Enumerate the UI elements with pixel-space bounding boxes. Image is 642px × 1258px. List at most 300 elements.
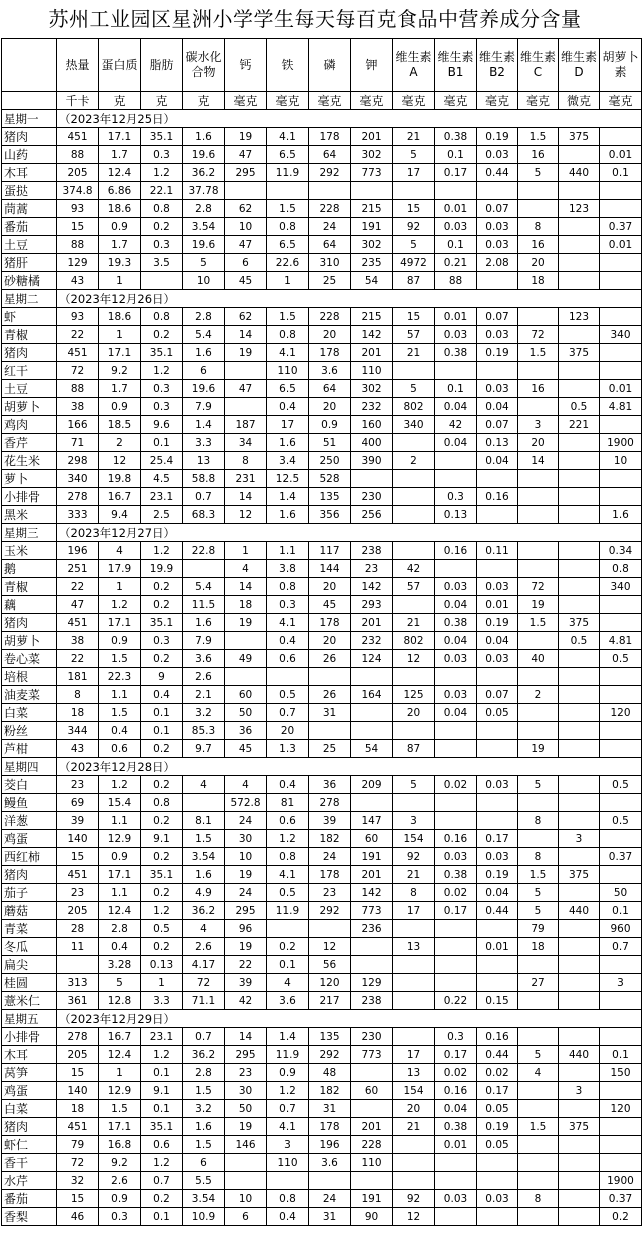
value-cell: 19.9 — [141, 560, 183, 578]
value-cell: 39 — [57, 812, 99, 830]
value-cell: 1.5 — [518, 866, 559, 884]
value-cell: 0.2 — [141, 326, 183, 344]
value-cell: 2.8 — [183, 200, 225, 218]
value-cell: 960 — [600, 920, 642, 938]
value-cell: 35.1 — [141, 1118, 183, 1136]
value-cell: 110 — [267, 1154, 309, 1172]
value-cell: 0.02 — [435, 884, 477, 902]
value-cell — [559, 848, 600, 866]
value-cell: 0.4 — [141, 686, 183, 704]
value-cell — [600, 344, 642, 362]
value-cell: 5.5 — [183, 1172, 225, 1190]
table-row — [2, 848, 642, 866]
value-cell — [435, 560, 477, 578]
value-cell: 0.01 — [435, 1136, 477, 1154]
value-cell — [393, 1136, 435, 1154]
table-row — [2, 380, 642, 398]
value-cell: 451 — [57, 128, 99, 146]
value-cell — [518, 506, 559, 524]
value-cell: 0.6 — [141, 1136, 183, 1154]
value-cell: 302 — [351, 380, 393, 398]
value-cell: 3 — [518, 416, 559, 434]
table-row — [2, 542, 642, 560]
value-cell: 238 — [351, 542, 393, 560]
value-cell — [477, 1172, 518, 1190]
value-cell: 110 — [267, 362, 309, 380]
value-cell: 0.8 — [600, 560, 642, 578]
value-cell: 18 — [57, 1100, 99, 1118]
value-cell: 110 — [351, 1154, 393, 1172]
value-cell: 440 — [559, 1046, 600, 1064]
value-cell: 31 — [309, 1100, 351, 1118]
value-cell: 26 — [309, 650, 351, 668]
value-cell: 0.03 — [477, 578, 518, 596]
food-name: 培根 — [2, 668, 57, 686]
value-cell: 0.7 — [141, 1172, 183, 1190]
value-cell: 64 — [309, 146, 351, 164]
value-cell — [477, 956, 518, 974]
value-cell — [225, 182, 267, 200]
value-cell: 0.3 — [141, 146, 183, 164]
value-cell: 0.3 — [435, 488, 477, 506]
value-cell: 14 — [225, 1028, 267, 1046]
value-cell: 0.4 — [267, 776, 309, 794]
value-cell: 0.2 — [141, 740, 183, 758]
value-cell: 0.1 — [600, 902, 642, 920]
value-cell: 1.2 — [141, 542, 183, 560]
food-name: 木耳 — [2, 1046, 57, 1064]
value-cell: 1900 — [600, 434, 642, 452]
value-cell: 1.2 — [99, 596, 141, 614]
value-cell — [477, 974, 518, 992]
value-cell: 400 — [351, 434, 393, 452]
table-row — [2, 1100, 642, 1118]
value-cell: 0.19 — [477, 1118, 518, 1136]
value-cell: 64 — [309, 380, 351, 398]
value-cell: 0.19 — [477, 128, 518, 146]
value-cell: 3.28 — [99, 956, 141, 974]
table-row — [2, 740, 642, 758]
value-cell: 19.6 — [183, 236, 225, 254]
value-cell: 0.9 — [99, 848, 141, 866]
value-cell: 117 — [309, 542, 351, 560]
value-cell: 20 — [518, 434, 559, 452]
value-cell: 23.1 — [141, 488, 183, 506]
value-cell: 8 — [518, 812, 559, 830]
value-cell: 196 — [309, 1136, 351, 1154]
unit-cell: 千卡 — [57, 92, 99, 110]
value-cell: 2.08 — [477, 254, 518, 272]
value-cell: 0.01 — [600, 380, 642, 398]
value-cell: 21 — [393, 128, 435, 146]
value-cell: 1.5 — [518, 128, 559, 146]
table-row — [2, 362, 642, 380]
table-row — [2, 182, 642, 200]
value-cell: 11.9 — [267, 164, 309, 182]
table-row — [2, 200, 642, 218]
value-cell: 0.04 — [435, 632, 477, 650]
value-cell: 0.37 — [600, 1190, 642, 1208]
value-cell: 0.01 — [600, 146, 642, 164]
value-cell: 0.13 — [477, 434, 518, 452]
value-cell: 15.4 — [99, 794, 141, 812]
food-name: 鳗鱼 — [2, 794, 57, 812]
value-cell — [559, 488, 600, 506]
unit-cell: 毫克 — [600, 92, 642, 110]
value-cell — [518, 308, 559, 326]
value-cell: 209 — [351, 776, 393, 794]
value-cell — [518, 488, 559, 506]
value-cell — [518, 398, 559, 416]
table-row — [2, 866, 642, 884]
value-cell: 0.1 — [435, 236, 477, 254]
value-cell: 5 — [518, 902, 559, 920]
value-cell: 0.5 — [559, 632, 600, 650]
value-cell: 10 — [225, 1190, 267, 1208]
value-cell: 1.1 — [99, 812, 141, 830]
food-name: 鸡蛋 — [2, 1082, 57, 1100]
value-cell: 20 — [309, 578, 351, 596]
day-date: （2023年12月27日） — [57, 524, 642, 542]
value-cell: 0.3 — [435, 1028, 477, 1046]
value-cell: 9.1 — [141, 830, 183, 848]
value-cell: 38 — [57, 632, 99, 650]
value-cell — [518, 542, 559, 560]
value-cell: 3.3 — [183, 434, 225, 452]
value-cell: 3.2 — [183, 1100, 225, 1118]
value-cell: 92 — [393, 848, 435, 866]
value-cell: 182 — [309, 830, 351, 848]
value-cell: 3.54 — [183, 1190, 225, 1208]
table-row — [2, 812, 642, 830]
value-cell — [351, 668, 393, 686]
value-cell — [518, 722, 559, 740]
value-cell — [559, 1028, 600, 1046]
value-cell: 22 — [225, 956, 267, 974]
value-cell: 196 — [57, 542, 99, 560]
value-cell — [477, 470, 518, 488]
value-cell: 6.5 — [267, 380, 309, 398]
value-cell: 0.21 — [435, 254, 477, 272]
table-row — [2, 1028, 642, 1046]
value-cell: 251 — [57, 560, 99, 578]
table-row — [2, 650, 642, 668]
food-name: 萝卜 — [2, 470, 57, 488]
value-cell: 24 — [225, 812, 267, 830]
column-header: 维生素C — [518, 39, 559, 92]
value-cell: 24 — [309, 218, 351, 236]
value-cell: 23 — [225, 1064, 267, 1082]
value-cell: 0.38 — [435, 1118, 477, 1136]
food-name: 猪肝 — [2, 254, 57, 272]
table-row — [2, 704, 642, 722]
value-cell: 440 — [559, 164, 600, 182]
table-row — [2, 1136, 642, 1154]
value-cell — [351, 1100, 393, 1118]
value-cell — [559, 578, 600, 596]
value-cell: 150 — [600, 1064, 642, 1082]
value-cell: 22.1 — [141, 182, 183, 200]
value-cell: 221 — [559, 416, 600, 434]
value-cell: 13 — [393, 938, 435, 956]
value-cell: 0.6 — [267, 812, 309, 830]
value-cell: 123 — [559, 200, 600, 218]
table-row — [2, 686, 642, 704]
value-cell: 4.1 — [267, 866, 309, 884]
value-cell: 142 — [351, 326, 393, 344]
value-cell: 12 — [393, 1208, 435, 1226]
value-cell — [477, 794, 518, 812]
value-cell — [600, 272, 642, 290]
value-cell — [435, 182, 477, 200]
value-cell — [477, 1208, 518, 1226]
value-cell — [559, 974, 600, 992]
value-cell: 17 — [267, 416, 309, 434]
value-cell: 0.01 — [600, 236, 642, 254]
value-cell: 0.1 — [435, 146, 477, 164]
value-cell: 24 — [225, 884, 267, 902]
value-cell — [600, 992, 642, 1010]
value-cell: 0.13 — [141, 956, 183, 974]
value-cell: 0.17 — [435, 902, 477, 920]
value-cell: 2.6 — [99, 1172, 141, 1190]
food-name: 扁尖 — [2, 956, 57, 974]
value-cell: 0.02 — [435, 1064, 477, 1082]
value-cell: 9 — [141, 668, 183, 686]
value-cell: 12.9 — [99, 830, 141, 848]
value-cell: 49 — [225, 650, 267, 668]
value-cell: 0.44 — [477, 902, 518, 920]
table-row — [2, 416, 642, 434]
value-cell — [225, 398, 267, 416]
value-cell: 0.04 — [435, 434, 477, 452]
value-cell: 0.13 — [435, 506, 477, 524]
value-cell: 1 — [99, 326, 141, 344]
value-cell: 0.4 — [99, 938, 141, 956]
value-cell: 0.7 — [600, 938, 642, 956]
food-name: 猪肉 — [2, 866, 57, 884]
value-cell: 0.02 — [435, 776, 477, 794]
value-cell: 232 — [351, 632, 393, 650]
value-cell: 0.04 — [435, 1100, 477, 1118]
value-cell: 1.2 — [99, 776, 141, 794]
value-cell — [393, 974, 435, 992]
value-cell: 0.17 — [435, 164, 477, 182]
value-cell: 0.16 — [435, 830, 477, 848]
table-row — [2, 614, 642, 632]
value-cell: 0.38 — [435, 128, 477, 146]
page-title: 苏州工业园区星洲小学学生每天每百克食品中营养成分含量 — [48, 7, 582, 31]
value-cell: 25.4 — [141, 452, 183, 470]
value-cell: 3.8 — [267, 560, 309, 578]
value-cell: 228 — [351, 1136, 393, 1154]
value-cell: 0.1 — [141, 704, 183, 722]
value-cell: 182 — [309, 1082, 351, 1100]
value-cell: 87 — [393, 740, 435, 758]
value-cell: 142 — [351, 884, 393, 902]
value-cell — [559, 1100, 600, 1118]
value-cell — [309, 182, 351, 200]
value-cell: 235 — [351, 254, 393, 272]
value-cell: 62 — [225, 200, 267, 218]
value-cell — [477, 812, 518, 830]
value-cell: 0.38 — [435, 344, 477, 362]
value-cell: 72 — [57, 1154, 99, 1172]
value-cell: 0.38 — [435, 614, 477, 632]
food-name: 蘑菇 — [2, 902, 57, 920]
value-cell: 0.04 — [477, 452, 518, 470]
value-cell — [559, 956, 600, 974]
value-cell: 88 — [435, 272, 477, 290]
table-row — [2, 344, 642, 362]
table-row — [2, 1208, 642, 1226]
value-cell: 302 — [351, 236, 393, 254]
value-cell: 3 — [393, 812, 435, 830]
value-cell: 375 — [559, 344, 600, 362]
value-cell: 51 — [309, 434, 351, 452]
value-cell: 3 — [267, 1136, 309, 1154]
value-cell — [309, 722, 351, 740]
value-cell: 123 — [559, 308, 600, 326]
value-cell: 47 — [225, 146, 267, 164]
value-cell: 160 — [351, 416, 393, 434]
value-cell: 0.1 — [267, 956, 309, 974]
unit-cell: 毫克 — [435, 92, 477, 110]
table-row — [2, 452, 642, 470]
value-cell: 0.19 — [477, 614, 518, 632]
food-name: 蛋挞 — [2, 182, 57, 200]
value-cell: 2 — [99, 434, 141, 452]
value-cell — [435, 362, 477, 380]
value-cell: 4 — [99, 542, 141, 560]
value-cell: 4 — [183, 920, 225, 938]
value-cell: 6 — [183, 362, 225, 380]
value-cell: 0.9 — [99, 632, 141, 650]
food-name: 香梨 — [2, 1208, 57, 1226]
value-cell: 0.6 — [99, 740, 141, 758]
value-cell: 129 — [57, 254, 99, 272]
value-cell: 9.2 — [99, 362, 141, 380]
value-cell: 4.1 — [267, 614, 309, 632]
column-header: 维生素B1 — [435, 39, 477, 92]
unit-cell: 毫克 — [309, 92, 351, 110]
table-row — [2, 326, 642, 344]
value-cell: 340 — [57, 470, 99, 488]
value-cell — [393, 1028, 435, 1046]
unit-cell: 毫克 — [518, 92, 559, 110]
value-cell: 9.1 — [141, 1082, 183, 1100]
value-cell: 1.5 — [99, 704, 141, 722]
value-cell — [435, 1172, 477, 1190]
value-cell: 21 — [393, 614, 435, 632]
value-cell: 278 — [57, 488, 99, 506]
value-cell: 79 — [518, 920, 559, 938]
value-cell — [559, 470, 600, 488]
value-cell: 40 — [518, 650, 559, 668]
value-cell — [518, 1028, 559, 1046]
value-cell: 0.37 — [600, 218, 642, 236]
value-cell — [518, 956, 559, 974]
table-row — [2, 578, 642, 596]
value-cell: 1.2 — [267, 830, 309, 848]
value-cell: 1 — [141, 974, 183, 992]
value-cell: 1.5 — [99, 1100, 141, 1118]
column-header: 维生素B2 — [477, 39, 518, 92]
value-cell: 0.03 — [477, 146, 518, 164]
value-cell: 17.1 — [99, 866, 141, 884]
value-cell: 25 — [309, 740, 351, 758]
value-cell — [559, 1154, 600, 1172]
value-cell: 0.07 — [477, 200, 518, 218]
value-cell: 1.1 — [267, 542, 309, 560]
value-cell — [435, 938, 477, 956]
value-cell — [518, 200, 559, 218]
value-cell — [57, 956, 99, 974]
value-cell — [393, 596, 435, 614]
value-cell: 54 — [351, 740, 393, 758]
value-cell: 11.9 — [267, 1046, 309, 1064]
value-cell: 302 — [351, 146, 393, 164]
value-cell: 1.6 — [183, 128, 225, 146]
value-cell: 0.3 — [99, 1208, 141, 1226]
table-row — [2, 668, 642, 686]
value-cell: 0.5 — [600, 776, 642, 794]
value-cell: 25 — [309, 272, 351, 290]
value-cell: 17.1 — [99, 344, 141, 362]
value-cell: 1.4 — [267, 1028, 309, 1046]
value-cell: 0.6 — [267, 650, 309, 668]
value-cell: 17 — [393, 902, 435, 920]
value-cell — [600, 740, 642, 758]
column-header: 钙 — [225, 39, 267, 92]
value-cell — [600, 128, 642, 146]
value-cell: 47 — [225, 380, 267, 398]
value-cell: 205 — [57, 164, 99, 182]
value-cell: 6 — [225, 254, 267, 272]
value-cell: 0.03 — [477, 218, 518, 236]
value-cell: 2.8 — [183, 308, 225, 326]
value-cell: 50 — [600, 884, 642, 902]
food-name: 山药 — [2, 146, 57, 164]
value-cell — [559, 560, 600, 578]
value-cell: 1.2 — [141, 1046, 183, 1064]
value-cell — [600, 1028, 642, 1046]
value-cell: 374.8 — [57, 182, 99, 200]
value-cell: 5 — [518, 884, 559, 902]
value-cell — [559, 218, 600, 236]
value-cell — [559, 740, 600, 758]
table-row — [2, 1118, 642, 1136]
value-cell: 0.03 — [435, 326, 477, 344]
food-name: 黑米 — [2, 506, 57, 524]
value-cell: 201 — [351, 128, 393, 146]
value-cell: 0.03 — [477, 236, 518, 254]
value-cell: 0.4 — [267, 1208, 309, 1226]
day-row — [2, 290, 642, 308]
value-cell: 0.5 — [600, 812, 642, 830]
value-cell: 23 — [309, 884, 351, 902]
value-cell: 71 — [57, 434, 99, 452]
value-cell: 12.5 — [267, 470, 309, 488]
table-row — [2, 1190, 642, 1208]
value-cell: 58.8 — [183, 470, 225, 488]
value-cell: 120 — [309, 974, 351, 992]
value-cell: 124 — [351, 650, 393, 668]
value-cell: 1.6 — [267, 506, 309, 524]
value-cell — [600, 668, 642, 686]
value-cell — [559, 434, 600, 452]
value-cell — [559, 452, 600, 470]
